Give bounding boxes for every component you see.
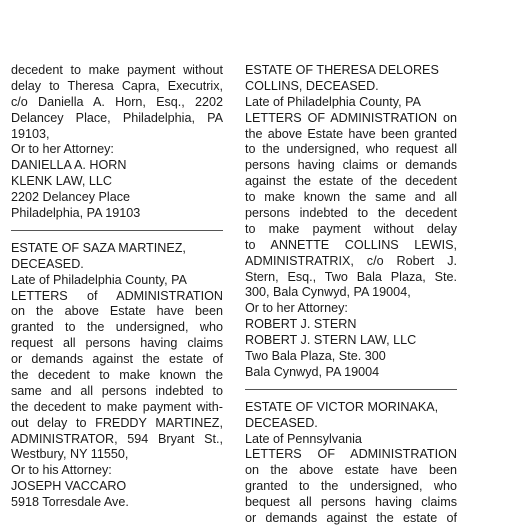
notice-text-line: c/o Daniella A. Horn, Esq., 2202 [11,94,223,109]
notice-text-line: ROBERT J. STERN LAW, LLC [245,333,417,348]
right-column [245,63,457,527]
notice-text-line: bequest all persons having claims [245,495,457,510]
notice-text-line: LETTERS OF ADMINISTRATION [245,447,457,462]
notice-text-line: on the above estate have been [245,463,457,478]
notice-text-line: ADMINISTRATRIX, c/o Robert J. [245,253,457,268]
notice-block-saza-martinez [11,241,223,511]
notice-text-line: Or to her Attorney: [11,142,114,157]
notice-text-line: Late of Philadelphia County, PA [11,272,187,287]
notice-text-line: same and all persons indebted to [11,383,223,398]
notice-text-line: request all persons having claims [11,336,223,351]
notice-text-line: DANIELLA A. HORN [11,158,127,173]
notice-text-line: on the above Estate have been [11,304,223,319]
notice-block-victor-morinaka [245,400,457,527]
notice-text-line: ADMINISTRATOR, 594 Bryant St., [11,431,223,446]
notice-block-theresa-collins [245,63,457,381]
notice-text-line: 300, Bala Cynwyd, PA 19004, [245,285,411,300]
notice-text-line: Westbury, NY 11550, [11,447,129,462]
notice-text-line: Or to her Attorney: [245,301,348,316]
notice-text-line: JOSEPH VACCARO [11,479,127,494]
notice-text-line: Or to his Attorney: [11,463,112,478]
notice-text-line: the above Estate have been granted [245,126,457,141]
notice-text-line: the decedent to make payment with- [11,399,223,414]
notice-text-line: out delay to FREDDY MARTINEZ, [11,415,223,430]
notice-text-line: KLENK LAW, LLC [11,174,113,189]
notice-text-line: Late of Philadelphia County, PA [245,94,421,109]
notice-text-line: or demands against the estate of [245,511,457,526]
notice-text-line: persons indebted to the decedent [245,206,457,221]
notice-text-line: 19103, [11,126,50,141]
notice-text-line: 2202 Delancey Place [11,190,131,205]
notice-text-line: Two Bala Plaza, Ste. 300 [245,349,386,364]
notice-text-line: or demands against the estate of [11,352,223,367]
section-divider [11,230,223,231]
notice-text-line: decedent to make payment without [11,63,223,77]
notice-text-line: Late of Pennsylvania [245,431,362,446]
notice-text-line: DECEASED. [245,415,318,430]
notice-text-line: Delancey Place, Philadelphia, PA [11,110,223,125]
notice-text-line: the decedent to make known the [11,368,223,383]
notice-text-line: LETTERS of ADMINISTRATION [11,288,223,303]
notice-text-line: delay to Theresa Capra, Executrix, [11,78,223,93]
section-divider [245,389,457,390]
notice-block-horn [11,63,223,222]
notice-text-line: to make known the same and all [245,190,457,205]
notice-text-line: granted to the undersigned, who [11,320,223,335]
notice-text-line: against the estate of the decedent [245,174,457,189]
notice-text-line: to make payment without delay [245,221,457,236]
notice-text-line: LETTERS OF ADMINISTRATION on [245,110,457,125]
notice-text-line: COLLINS, DECEASED. [245,78,379,93]
notice-text-line: Bala Cynwyd, PA 19004 [245,364,380,379]
notice-text-line: persons having claims or demands [245,158,457,173]
notice-text-line: to the undersigned, who request all [245,142,457,157]
notice-text-line: ROBERT J. STERN [245,317,357,332]
notice-text-line: granted to the undersigned, who [245,479,457,494]
notice-text-line: ESTATE OF VICTOR MORINAKA, [245,399,439,414]
notice-text-line: to ANNETTE COLLINS LEWIS, [245,237,457,252]
notice-text-line: ESTATE OF THERESA DELORES [245,63,439,77]
left-column [11,63,223,511]
notice-text-line: DECEASED. [11,256,84,271]
notice-text-line: Stern, Esq., Two Bala Plaza, Ste. [245,269,457,284]
notice-text-line: Philadelphia, PA 19103 [11,206,141,221]
notice-text-line: ESTATE OF SAZA MARTINEZ, [11,240,186,255]
notice-text-line: 5918 Torresdale Ave. [11,495,129,510]
